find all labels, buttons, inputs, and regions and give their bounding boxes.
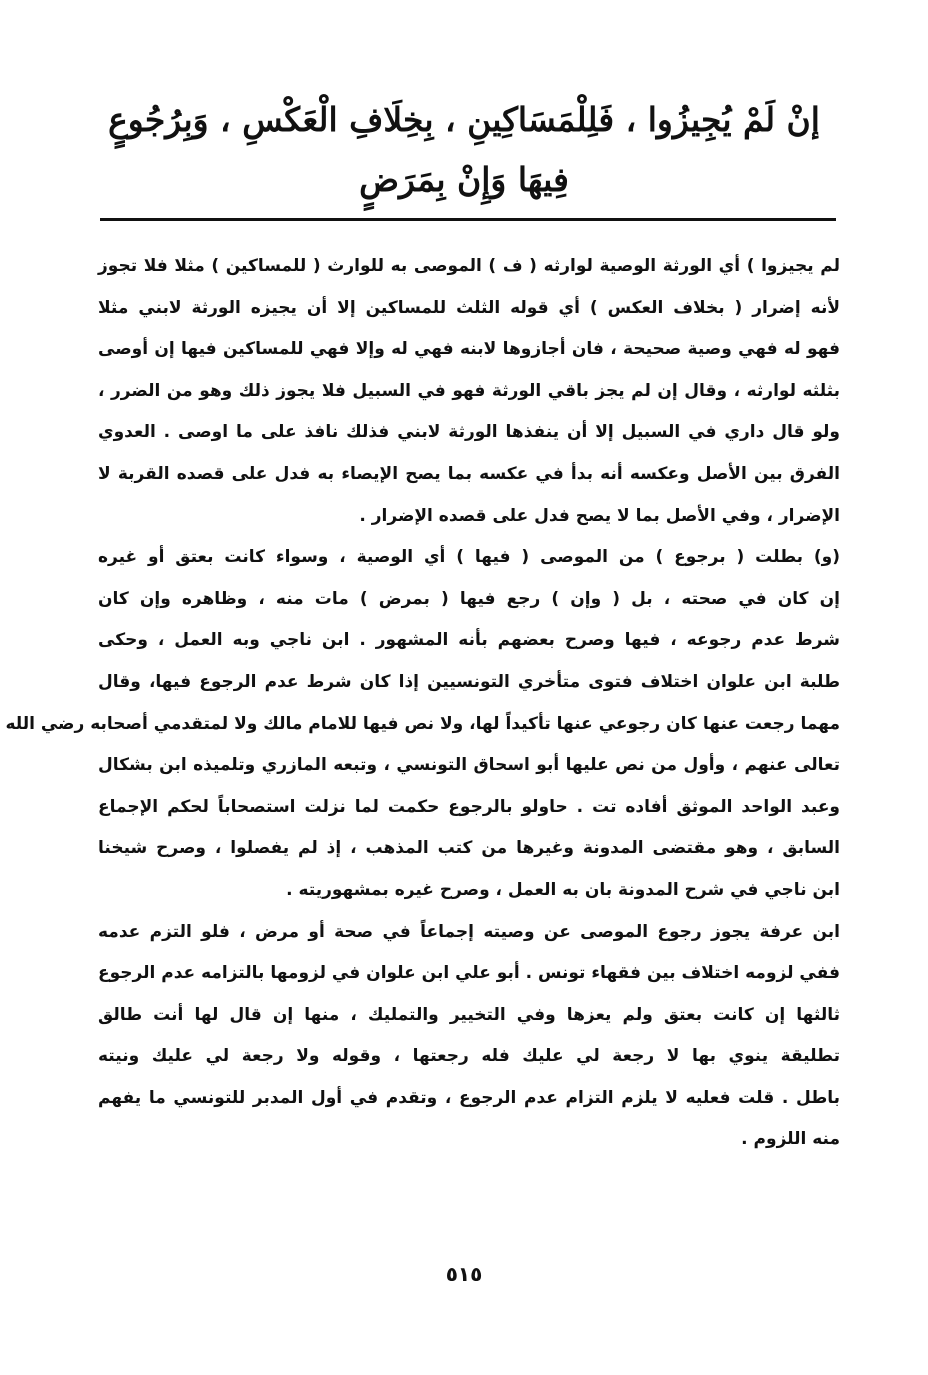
text-line: فهو له فهي وصية صحيحة ، فان أجازوها لابنه فهي له وإلا فهي للمساكين فيها إن أوصى xyxy=(98,339,840,360)
text-line: تطليقة ينوي بها لا رجعة لي عليك فله رجعتها ، وقوله ولا رجعة لي عليك ونيته xyxy=(98,1046,840,1067)
text-line: (و) بطلت ( برجوع ) من الموصى ( فيها ) أي الوصية ، وسواء كانت بعتق أو غيره xyxy=(98,547,840,568)
text-line: الفرق بين الأصل وعكسه أنه بدأ في عكسه بما يصح الإيصاء به فدل على قصده القربة لا xyxy=(98,463,840,484)
text-line: لأنه إضرار ( بخلاف العكس ) أي قوله الثلث للمساكين إلا أن يجيزه الورثة لابني مثلا xyxy=(98,297,840,318)
text-line: ثالثها إن كانت بعتق ولم يعزها وفي التخيير والتمليك ، منها إن قال لها أنت طالق xyxy=(98,1004,840,1025)
text-line: باطل . قلت فعليه لا يلزم التزام عدم الرجوع ، وتقدم في أول المدبر للتونسي ما يفهم xyxy=(98,1087,840,1108)
text-line: بثلثه لوارثه ، وقال إن لم يجز باقي الورثة فهو في السبيل فلا يجوز ذلك وهو من الضرر ، xyxy=(98,380,840,401)
text-line: مهما رجعت عنها كان رجوعي عنها تأكيداً لها، ولا نص فيها للامام مالك ولا لمتقدمي أصحابه رضي الله xyxy=(5,713,840,734)
text-line: ابن ناجي في شرح المدونة بان به العمل ، وصرح غيره بمشهوريته . xyxy=(286,879,840,900)
text-line: منه اللزوم . xyxy=(741,1129,840,1150)
text-line: وعبد الواحد الموثق أفاده تت . حاولو بالرجوع حكمت لما نزلت استصحاباً لحكم الإجماع xyxy=(98,796,840,817)
page-number: ٥١٥ xyxy=(445,1262,483,1286)
text-line: ولو قال داري في السبيل إلا أن ينفذها الورثة لابني فذلك نافذ على ما اوصى . العدوي xyxy=(98,422,840,443)
text-line: لم يجيزوا ) أي الورثة الوصية لوارثه ( ف ) الموصى به للوارث ( للمساكين ) مثلا فلا تجوز xyxy=(98,256,840,276)
text-line: ابن عرفة يجوز رجوع الموصى عن وصيته إجماعاً في صحة أو مرض ، فلو التزم عدمه xyxy=(98,921,840,942)
text-line: الإضرار ، وفي الأصل بما لا يصح فدل على قصده الإضرار . xyxy=(359,505,840,526)
paragraph-3 xyxy=(98,912,840,1162)
text-line: ففي لزومه اختلاف بين فقهاء تونس . أبو علي ابن علوان في لزومها بالتزامه عدم الرجوع xyxy=(98,963,840,984)
heading-divider xyxy=(100,218,836,221)
text-line: السابق ، وهو مقتضى المدونة وغيرها من كتب المذهب ، إذ لم يفصلوا ، وصرح شيخنا xyxy=(98,838,840,859)
matn-heading-line-1: إنْ لَمْ يُجِيزُوا ، فَلِلْمَسَاكِينِ ، بِخِلَافِ الْعَكْسِ ، وَبِرُجُوعٍ xyxy=(108,100,820,139)
commentary-body xyxy=(5,246,840,1161)
matn-heading-line-2: فِيهَا وَإِنْ بِمَرَضٍ xyxy=(359,160,569,199)
paragraph-1 xyxy=(98,246,840,537)
text-line: تعالى عنهم ، وأول من نص عليها أبو اسحاق التونسي ، وتبعه المازري وتلميذه ابن بشكال xyxy=(98,755,840,776)
text-line: طلبة ابن علوان اختلاف فتوى متأخري التونسيين إذا كان شرط عدم الرجوع فيها، وقال xyxy=(98,671,840,692)
text-line: إن كان في صحته ، بل ( وإن ) رجع فيها ( بمرض ) مات منه ، وظاهره وإن كان xyxy=(98,588,840,609)
text-line: شرط عدم رجوعه ، فيها وصرح بعضهم بأنه المشهور . ابن ناجي وبه العمل ، وحكى xyxy=(98,630,840,651)
paragraph-2 xyxy=(5,537,840,911)
